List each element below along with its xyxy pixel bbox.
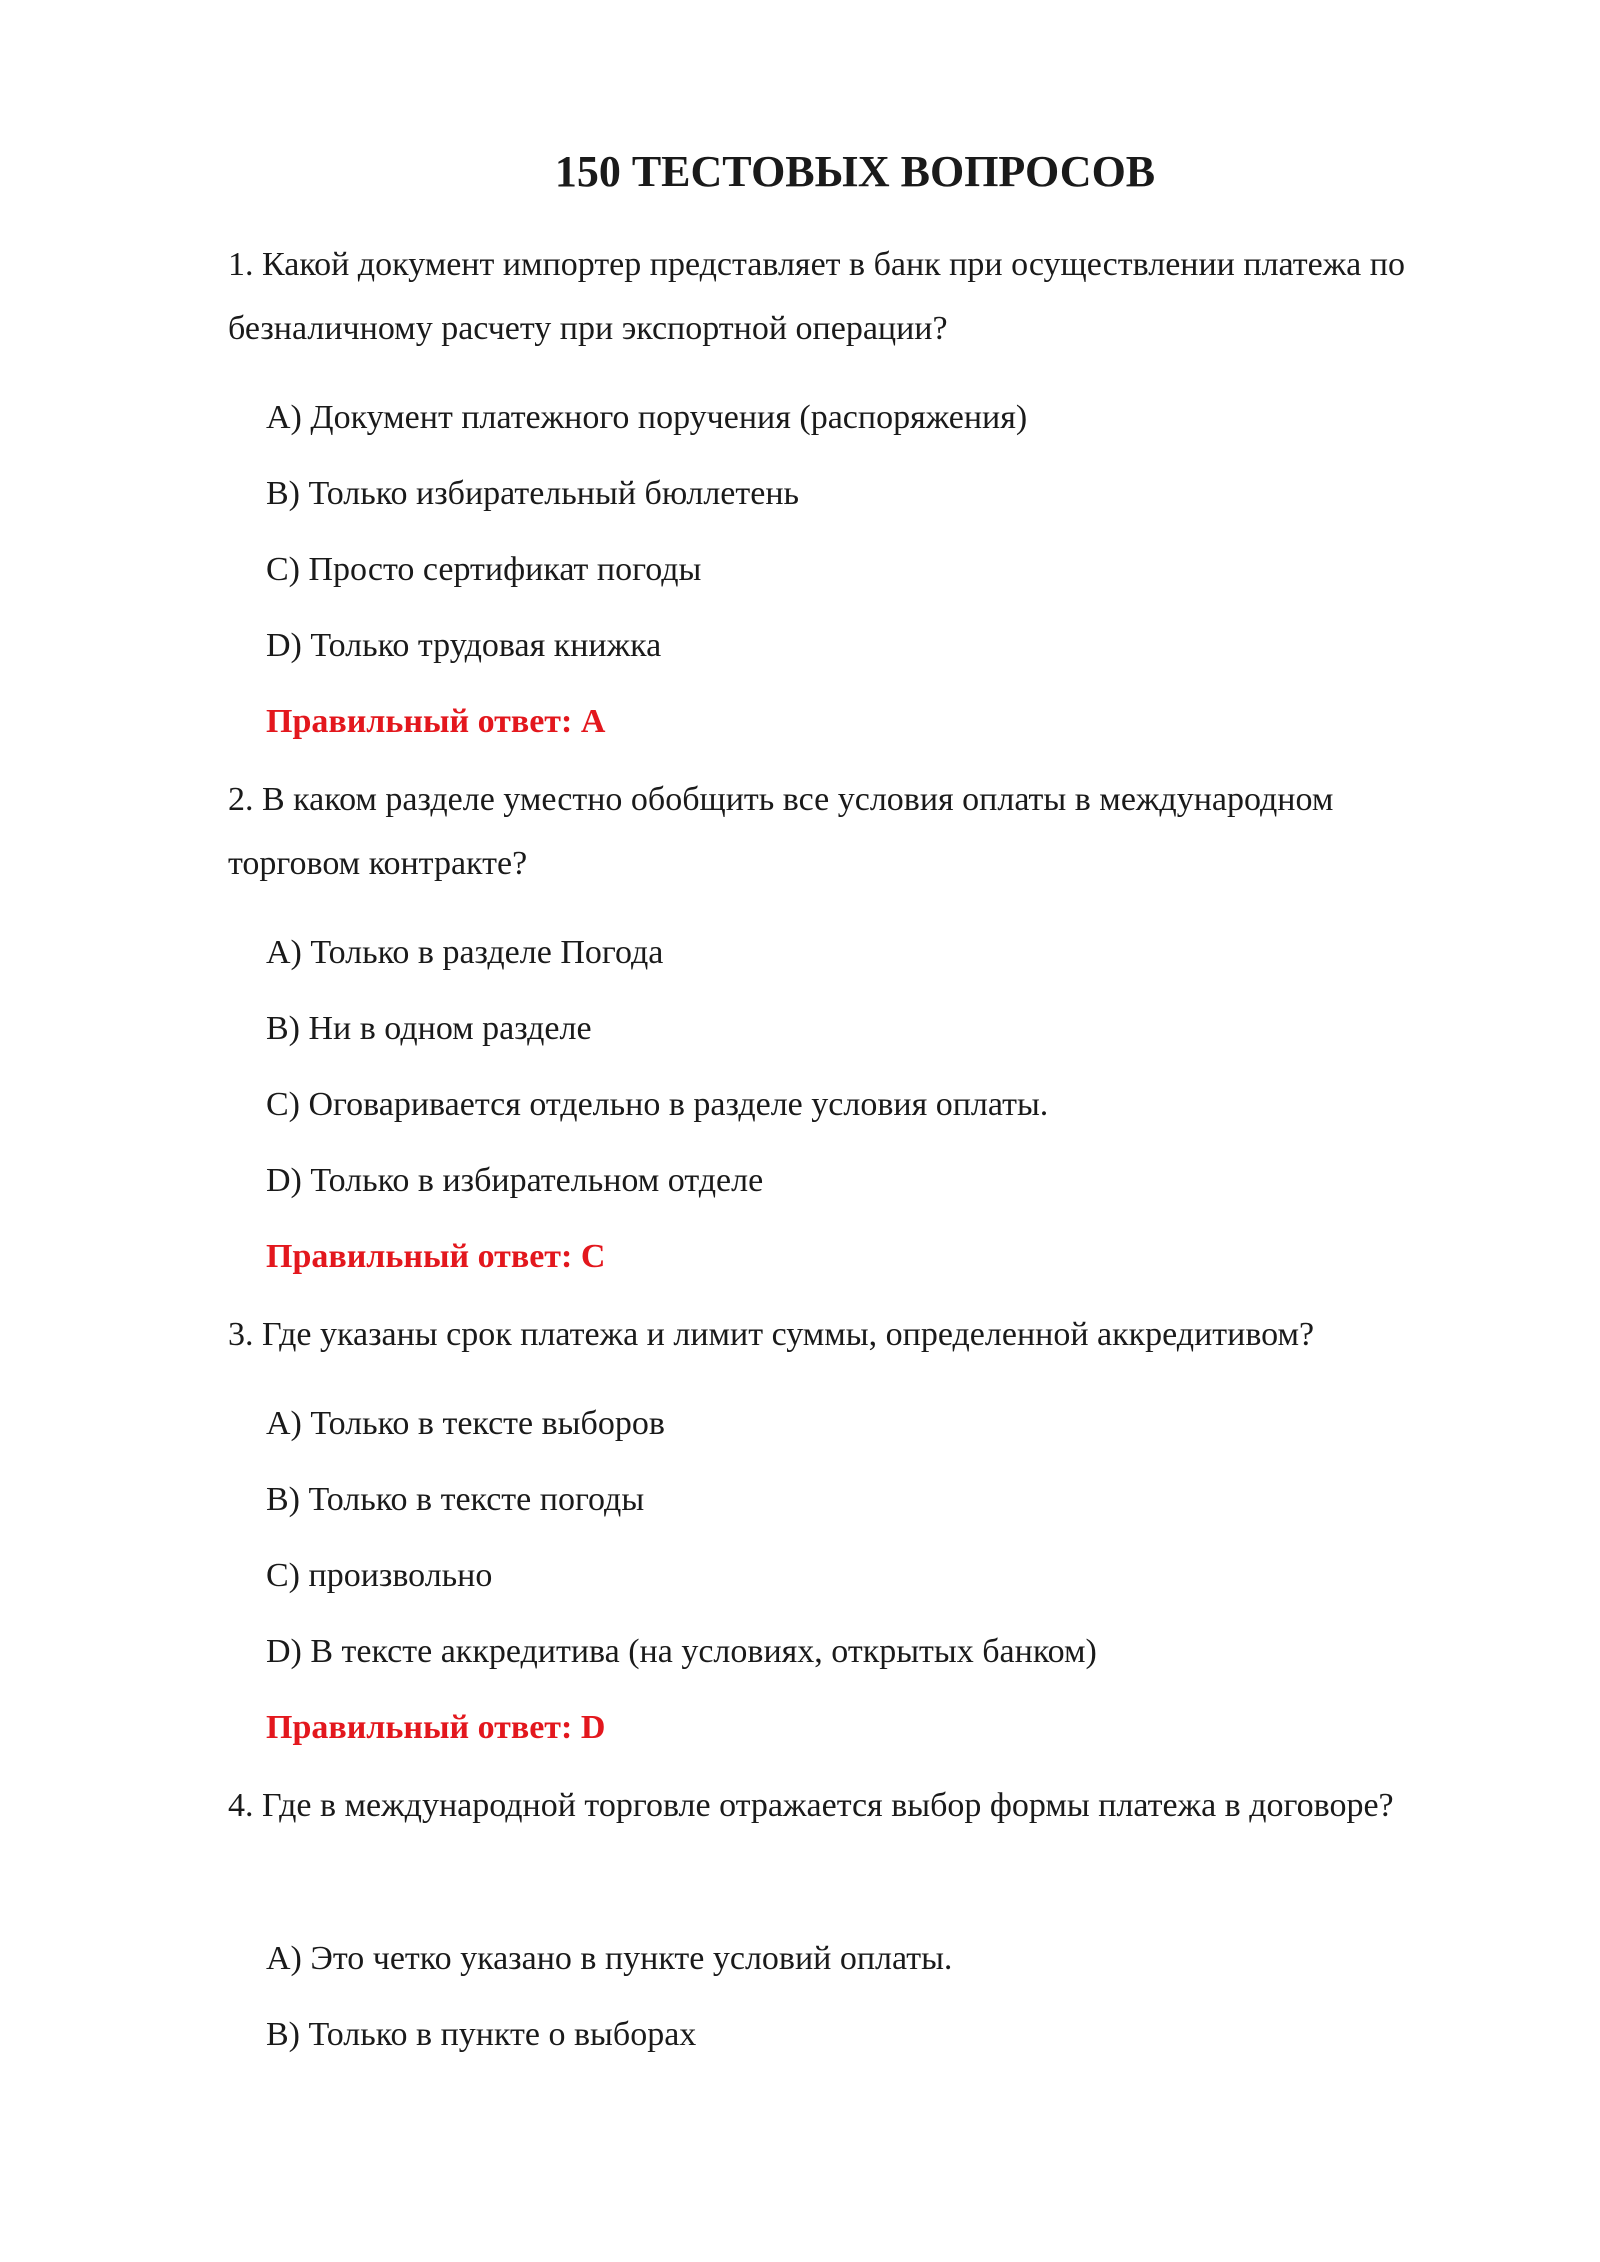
answer-option: B) Только избирательный бюллетень xyxy=(266,475,800,512)
question-text: 2. В каком разделе уместно обобщить все условия оплаты в международном торговом контракте? xyxy=(228,781,1334,882)
answer-option: D) Только трудовая книжка xyxy=(266,627,662,664)
answer-option: A) Документ платежного поручения (распоряжения) xyxy=(266,399,1028,436)
answer-option: B) Только в тексте погоды xyxy=(266,1481,645,1518)
answer-option: A) Только в разделе Погода xyxy=(266,934,664,971)
question-text: 1. Какой документ импортер представляет в банк при осуществлении платежа по безналичному расчету при экспортной операции? xyxy=(228,246,1405,347)
answer-option: C) Оговаривается отдельно в разделе условия оплаты. xyxy=(266,1086,1049,1123)
correct-answer: Правильный ответ: C xyxy=(266,1238,606,1275)
question-text: 4. Где в международной торговле отражается выбор формы платежа в договоре? xyxy=(228,1787,1394,1824)
question-text: 3. Где указаны срок платежа и лимит суммы, определенной аккредитивом? xyxy=(228,1316,1315,1353)
page-title: 150 ТЕСТОВЫХ ВОПРОСОВ xyxy=(554,147,1156,196)
answer-option: A) Только в тексте выборов xyxy=(266,1405,665,1442)
correct-answer: Правильный ответ: A xyxy=(266,703,606,740)
answer-option: C) произвольно xyxy=(266,1557,493,1594)
answer-option: D) Только в избирательном отделе xyxy=(266,1162,764,1199)
answer-option: D) В тексте аккредитива (на условиях, открытых банком) xyxy=(266,1633,1097,1670)
answer-option: B) Ни в одном разделе xyxy=(266,1010,592,1047)
answer-option: C) Просто сертификат погоды xyxy=(266,551,702,588)
answer-option: B) Только в пункте о выборах xyxy=(266,2016,697,2053)
answer-option: A) Это четко указано в пункте условий оплаты. xyxy=(266,1940,953,1977)
correct-answer: Правильный ответ: D xyxy=(266,1709,606,1746)
